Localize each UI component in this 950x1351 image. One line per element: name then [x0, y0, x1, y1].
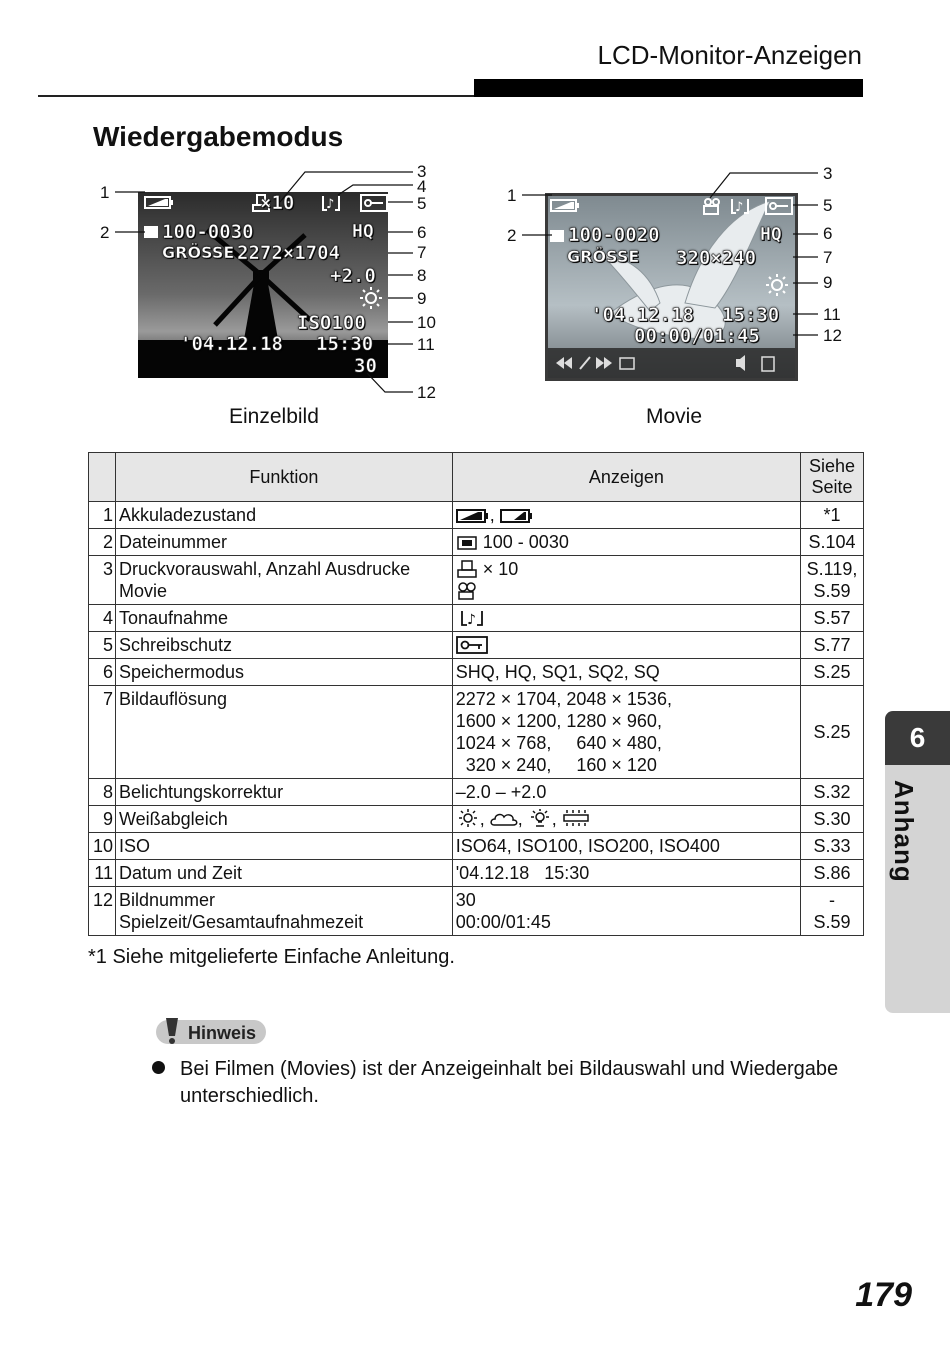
still-callout-2: 2 [100, 223, 110, 242]
row-page: - S.59 [801, 887, 864, 936]
movie-callout-1: 1 [507, 186, 517, 205]
still-size-label: GRÖSSE [162, 243, 235, 262]
still-time: 15:30 [316, 333, 374, 355]
movie-quality: HQ [760, 224, 782, 245]
row-function: Druckvorauswahl, Anzahl Ausdrucke Movie [115, 556, 452, 605]
still-iso: ISO100 [297, 312, 366, 334]
svg-text:♪: ♪ [466, 612, 476, 627]
row-display: –2.0 – +2.0 [452, 779, 800, 806]
table-row [89, 502, 864, 529]
still-callout-11: 11 [417, 335, 435, 354]
print-count-value: × 10 [482, 559, 519, 579]
still-callout-7: 7 [417, 243, 427, 262]
row-display: , , , [452, 806, 800, 833]
page-number: 179 [855, 1276, 912, 1314]
movie-callout-7: 7 [823, 248, 833, 267]
row-page: S.30 [801, 806, 864, 833]
movie-resolution: 320×240 [676, 247, 757, 269]
table-row [89, 659, 864, 686]
protect-key-icon [456, 636, 488, 654]
movie-playtime: 00:00/01:45 [634, 325, 760, 347]
footnote: *1 Siehe mitgelieferte Einfache Anleitung. [88, 946, 455, 968]
movie-file-number: 100-0020 [568, 224, 660, 246]
header-rule [38, 95, 474, 97]
still-print-count: ×10 [260, 192, 295, 214]
sound-record-icon [456, 609, 488, 627]
wb-tungsten-icon [528, 808, 552, 828]
file-icon [144, 226, 158, 238]
still-callout-12: 12 [417, 383, 436, 402]
svg-text:♪: ♪ [735, 200, 744, 215]
still-callout-10: 10 [417, 313, 436, 332]
header-page: Siehe Seite [801, 453, 864, 502]
row-page: *1 [801, 502, 864, 529]
still-quality: HQ [352, 221, 374, 242]
indicator-table [88, 452, 864, 936]
row-function: Schreibschutz [115, 632, 452, 659]
header-black-bar [474, 79, 863, 97]
row-page: S.25 [801, 686, 864, 779]
row-display [452, 502, 800, 529]
hint-badge-label: Hinweis [188, 1023, 257, 1043]
row-number: 4 [89, 605, 116, 632]
table-row [89, 686, 864, 779]
row-number: 9 [89, 806, 116, 833]
hint-text: Bei Filmen (Movies) ist der Anzeigeinhalt bei Bildauswahl und Wiedergabe unterschiedlich. [180, 1058, 839, 1107]
movie-date: '04.12.18 [591, 304, 694, 326]
row-function: Akkuladezustand [115, 502, 452, 529]
movie-icon [456, 582, 478, 600]
header-function: Funktion [115, 453, 452, 502]
row-page: S.77 [801, 632, 864, 659]
table-row [89, 556, 864, 605]
wb-cloudy-icon [490, 810, 518, 828]
chapter-header-title: LCD-Monitor-Anzeigen [597, 40, 862, 70]
still-callout-3: 3 [417, 162, 427, 181]
movie-size-label: GRÖSSE [567, 247, 640, 266]
table-row [89, 779, 864, 806]
file-number-icon [456, 535, 478, 551]
chapter-number: 6 [885, 711, 950, 765]
movie-file-icon [550, 230, 564, 242]
movie-callout-2: 2 [507, 226, 517, 245]
still-callout-5: 5 [417, 194, 427, 213]
row-function: Bildauflösung [115, 686, 452, 779]
table-row [89, 860, 864, 887]
file-number-value: 100 - 0030 [482, 532, 569, 552]
row-number: 5 [89, 632, 116, 659]
table-header-row [89, 453, 864, 502]
movie-lcd-diagram [500, 163, 850, 388]
hint-badge [156, 1016, 266, 1046]
row-number: 12 [89, 887, 116, 936]
row-function: Belichtungskorrektur [115, 779, 452, 806]
table-row [89, 833, 864, 860]
row-display [452, 605, 800, 632]
movie-callout-5: 5 [823, 196, 833, 215]
movie-callout-12: 12 [823, 326, 842, 345]
row-number: 6 [89, 659, 116, 686]
wb-sunny-icon [456, 808, 480, 828]
row-page: S.33 [801, 833, 864, 860]
header-display: Anzeigen [452, 453, 800, 502]
row-page: S.57 [801, 605, 864, 632]
row-number: 8 [89, 779, 116, 806]
row-display [452, 556, 800, 605]
table-row [89, 605, 864, 632]
movie-callout-6: 6 [823, 224, 833, 243]
row-number: 2 [89, 529, 116, 556]
still-callout-4: 4 [417, 177, 427, 196]
row-function: Datum und Zeit [115, 860, 452, 887]
still-callout-8: 8 [417, 266, 427, 285]
row-display: 2272 × 1704, 2048 × 1536, 1600 × 1200, 1280 × 960, 1024 × 768, 640 × 480, 320 × 240, 160 × 120 [452, 686, 800, 779]
still-exposure: +2.0 [330, 265, 376, 287]
row-page: S.86 [801, 860, 864, 887]
still-resolution: 2272×1704 [237, 242, 340, 264]
row-function: Speichermodus [115, 659, 452, 686]
table-row [89, 529, 864, 556]
still-caption: Einzelbild [229, 405, 319, 428]
row-function: ISO [115, 833, 452, 860]
row-number: 10 [89, 833, 116, 860]
battery-separator: , [489, 505, 495, 525]
wb-fluorescent-icon [562, 808, 590, 828]
still-frame-number: 30 [354, 355, 377, 377]
row-function: Bildnummer Spielzeit/Gesamtaufnahmezeit [115, 887, 452, 936]
print-order-icon [456, 560, 478, 578]
row-function: Tonaufnahme [115, 605, 452, 632]
still-file-number: 100-0030 [162, 221, 254, 243]
svg-text:♪: ♪ [326, 197, 335, 212]
row-function: Dateinummer [115, 529, 452, 556]
row-number: 1 [89, 502, 116, 529]
table-row [89, 632, 864, 659]
row-page: S.104 [801, 529, 864, 556]
row-display: 30 00:00/01:45 [452, 887, 800, 936]
row-page: S.32 [801, 779, 864, 806]
battery-low-icon [500, 508, 534, 524]
movie-callout-9: 9 [823, 273, 833, 292]
row-display: ISO64, ISO100, ISO200, ISO400 [452, 833, 800, 860]
row-number: 11 [89, 860, 116, 887]
bullet-icon [152, 1061, 165, 1074]
row-display [452, 632, 800, 659]
row-page: S.119, S.59 [801, 556, 864, 605]
section-title: Wiedergabemodus [93, 121, 344, 152]
header-no [89, 453, 116, 502]
row-function: Weißabgleich [115, 806, 452, 833]
battery-full-icon [456, 508, 490, 524]
still-callout-9: 9 [417, 289, 427, 308]
row-display: '04.12.18 15:30 [452, 860, 800, 887]
row-display [452, 529, 800, 556]
row-number: 7 [89, 686, 116, 779]
still-callout-6: 6 [417, 223, 427, 242]
movie-caption: Movie [646, 405, 703, 428]
movie-time: 15:30 [722, 304, 780, 326]
row-display: SHQ, HQ, SQ1, SQ2, SQ [452, 659, 800, 686]
still-callout-1: 1 [100, 183, 110, 202]
movie-callout-3: 3 [823, 164, 833, 183]
table-row [89, 887, 864, 936]
movie-callout-11: 11 [823, 305, 841, 324]
row-number: 3 [89, 556, 116, 605]
row-page: S.25 [801, 659, 864, 686]
still-date: '04.12.18 [180, 333, 283, 355]
chapter-label: Anhang [889, 780, 919, 883]
table-row [89, 806, 864, 833]
